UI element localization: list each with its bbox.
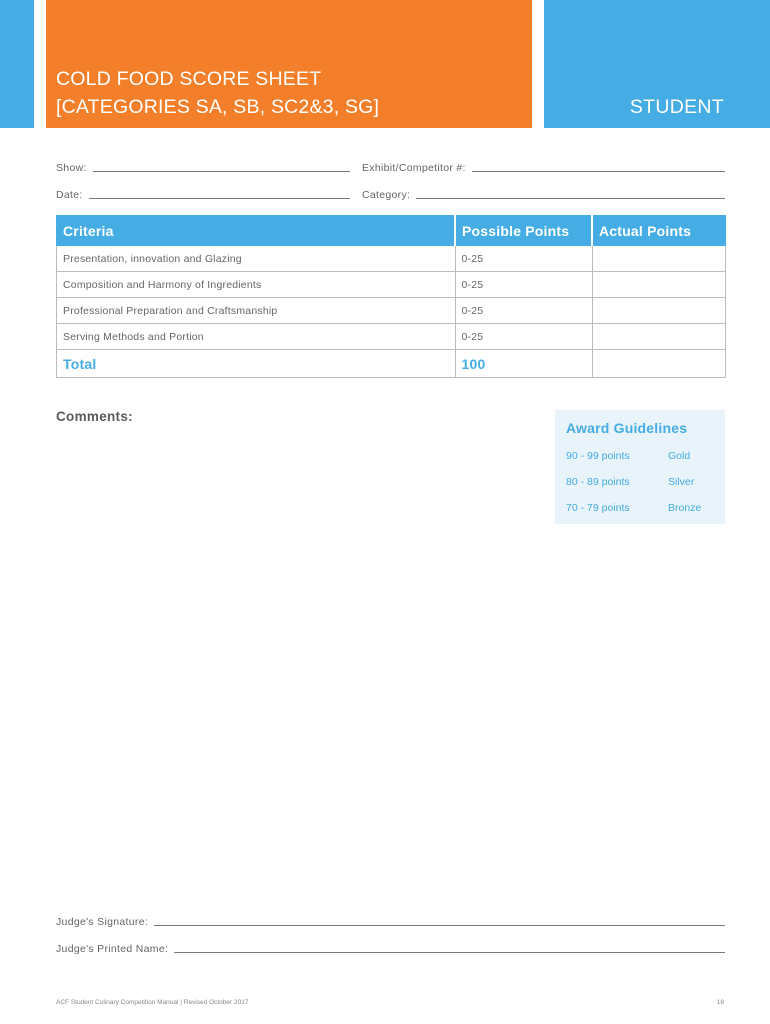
category-line[interactable]: [416, 197, 725, 199]
total-label: Total: [57, 350, 456, 378]
actual-cell[interactable]: [592, 324, 726, 350]
footer-text: ACF Student Culinary Competition Manual | Revised October 2017: [56, 999, 249, 1006]
date-field[interactable]: [56, 187, 350, 201]
total-value: 100: [455, 350, 592, 378]
award-points: 90 - 99 points: [566, 450, 630, 462]
actual-cell[interactable]: [592, 272, 726, 298]
criteria-header: Criteria: [57, 216, 456, 246]
award-medal: Bronze: [668, 502, 702, 514]
actual-points-header: Actual Points: [592, 216, 726, 246]
award-points: 80 - 89 points: [566, 476, 630, 488]
judge-signature-field[interactable]: [56, 914, 725, 928]
comments-label: Comments:: [56, 409, 133, 424]
exhibit-label: Exhibit/Competitor #:: [362, 162, 466, 174]
table-header-row: [57, 216, 726, 246]
possible-cell: 0-25: [455, 246, 592, 272]
judge-printed-name-field[interactable]: [56, 941, 725, 955]
score-table: [56, 215, 726, 378]
date-label: Date:: [56, 189, 83, 201]
award-medal: Silver: [668, 476, 695, 488]
table-row: [57, 272, 726, 298]
table-row: [57, 298, 726, 324]
criteria-cell: Serving Methods and Portion: [57, 324, 456, 350]
judge-signature-line[interactable]: [154, 924, 725, 926]
header-left-bar: [0, 0, 34, 128]
student-label: STUDENT: [629, 96, 724, 118]
total-row: [57, 350, 726, 378]
award-guidelines-box: [555, 410, 725, 524]
award-guidelines-title: Award Guidelines: [566, 420, 688, 436]
sheet-title-line2: [CATEGORIES SA, SB, SC2&3, SG]: [56, 96, 380, 118]
total-actual-cell[interactable]: [592, 350, 726, 378]
possible-cell: 0-25: [455, 272, 592, 298]
award-medal: Gold: [668, 450, 691, 462]
date-line[interactable]: [89, 197, 350, 199]
possible-points-header: Possible Points: [455, 216, 592, 246]
criteria-cell: Composition and Harmony of Ingredients: [57, 272, 456, 298]
actual-cell[interactable]: [592, 298, 726, 324]
table-row: [57, 246, 726, 272]
possible-cell: 0-25: [455, 298, 592, 324]
exhibit-field[interactable]: [362, 160, 725, 174]
award-points: 70 - 79 points: [566, 502, 630, 514]
exhibit-line[interactable]: [472, 170, 725, 172]
page-number: 18: [716, 999, 724, 1006]
criteria-cell: Presentation, innovation and Glazing: [57, 246, 456, 272]
judge-printed-name-line[interactable]: [174, 951, 725, 953]
category-label: Category:: [362, 189, 411, 201]
sheet-title-line1: COLD FOOD SCORE SHEET: [56, 68, 322, 90]
judge-printed-name-label: Judge's Printed Name:: [56, 943, 169, 955]
table-row: [57, 324, 726, 350]
show-line[interactable]: [93, 170, 350, 172]
possible-cell: 0-25: [455, 324, 592, 350]
show-field[interactable]: [56, 160, 350, 174]
category-field[interactable]: [362, 187, 725, 201]
actual-cell[interactable]: [592, 246, 726, 272]
show-label: Show:: [56, 162, 87, 174]
judge-signature-label: Judge's Signature:: [56, 916, 149, 928]
criteria-cell: Professional Preparation and Craftsmanship: [57, 298, 456, 324]
